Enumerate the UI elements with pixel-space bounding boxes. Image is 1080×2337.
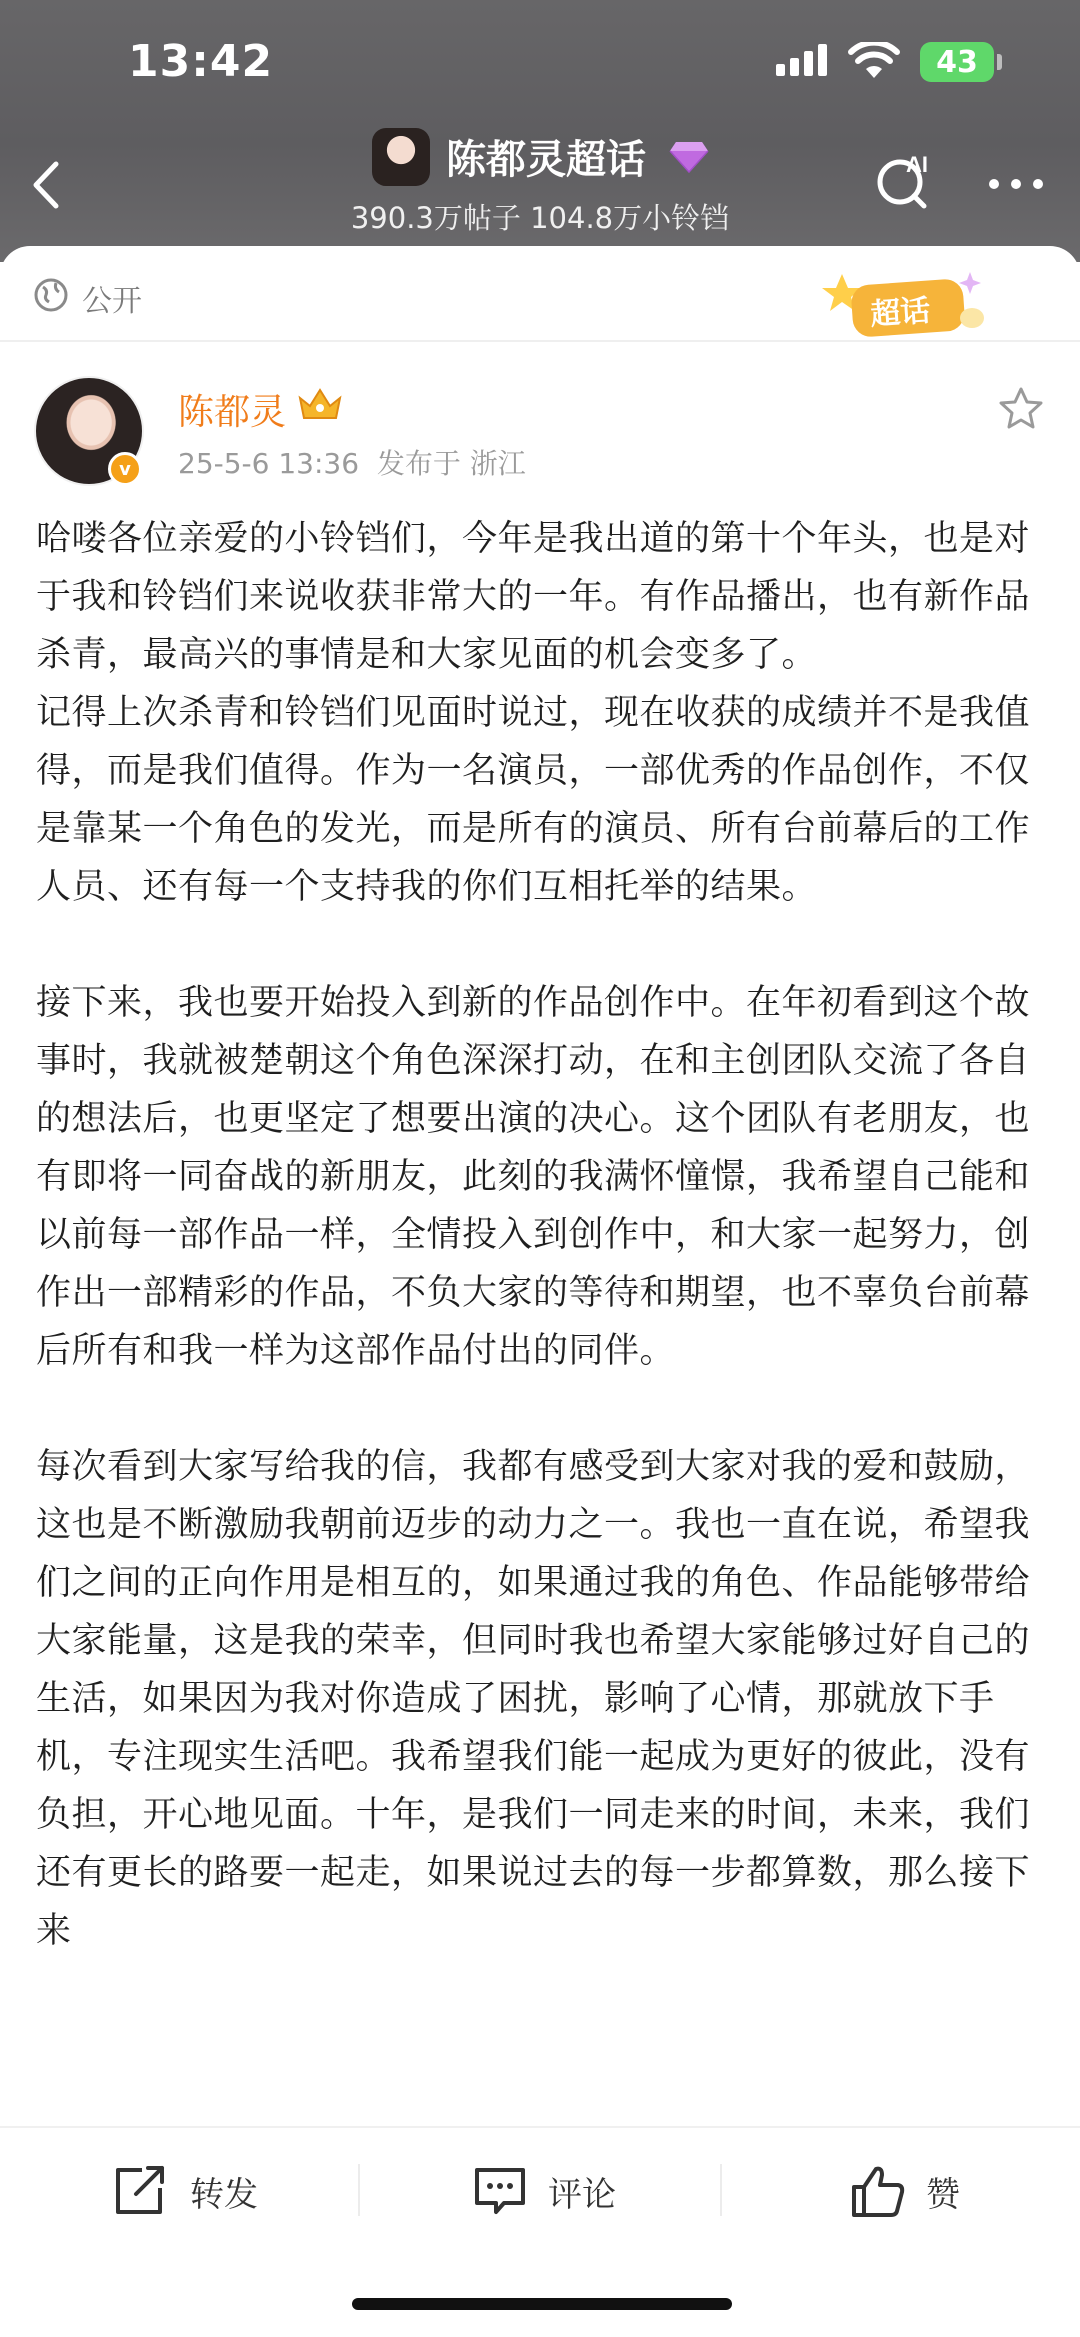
repost-icon (112, 2164, 170, 2218)
supertopic-stats: 390.3万帖子 104.8万小铃铛 (350, 201, 730, 235)
comment-button[interactable] (472, 2156, 616, 2226)
status-time: 13:42 (128, 36, 274, 87)
post-action-bar (0, 2126, 1080, 2256)
paragraph-gap (36, 916, 1046, 974)
verified-badge: v (108, 452, 142, 486)
visibility-row (0, 246, 1080, 342)
supertopic-title[interactable]: 陈都灵超话 (446, 137, 646, 183)
home-indicator[interactable] (352, 2298, 732, 2310)
post-meta (178, 442, 526, 482)
diamond-icon (668, 140, 710, 174)
battery-level: 43 (936, 44, 978, 80)
favorite-star-icon[interactable] (998, 386, 1044, 430)
visibility-label: 公开 (82, 284, 142, 319)
supertopic-avatar[interactable] (372, 128, 430, 186)
post-body (36, 510, 1046, 1960)
wifi-icon (848, 42, 900, 80)
post-date: 25-5-6 13:36 (178, 447, 360, 480)
more-options-icon[interactable] (988, 178, 1044, 190)
like-button[interactable] (850, 2156, 960, 2226)
repost-button[interactable] (112, 2156, 258, 2226)
action-divider (358, 2164, 360, 2216)
post-paragraph: 每次看到大家写给我的信，我都有感受到大家对我的爱和鼓励，这也是不断激励我朝前迈步的动力之一。我也一直在说，希望我们之间的正向作用是相互的，如果通过我的角色、作品能够带给大家能量，这是我的荣幸，但同时我也希望大家能够过好自己的生活，如果因为我对你造成了困扰，影响了心情，那就放下手机，专注现实生活吧。我希望我们能一起成为更好的彼此，没有负担，开心地见面。十年，是我们一同走来的时间，未来，我们还有更长的路要一起走，如果说过去的每一步都算数，那么接下来 (36, 1447, 1031, 1951)
supertopic-header (0, 0, 1080, 262)
post-card (0, 246, 1080, 2126)
author-name[interactable]: 陈都灵 (178, 392, 287, 433)
crown-icon (296, 386, 344, 422)
author-row (0, 376, 1080, 496)
paragraph-gap (36, 1380, 1046, 1438)
battery-cap (997, 54, 1002, 70)
supertopic-badge (822, 268, 992, 348)
battery-indicator (920, 42, 994, 82)
thumbs-up-icon (850, 2163, 906, 2219)
comment-label: 评论 (548, 2174, 616, 2215)
post-paragraph: 接下来，我也要开始投入到新的作品创作中。在年初看到这个故事时，我就被楚朝这个角色深深打动，在和主创团队交流了各自的想法后，也更坚定了想要出演的决心。这个团队有老朋友，也有即将一同奋战的新朋友，此刻的我满怀憧憬，我希望自己能和以前每一部作品一样，全情投入到创作中，和大家一起努力，创作出一部精彩的作品，不负大家的等待和期望，也不辜负台前幕后所有和我一样为这部作品付出的同伴。 (36, 983, 1031, 1371)
ai-search-icon[interactable] (876, 150, 938, 212)
post-paragraph: 哈喽各位亲爱的小铃铛们，今年是我出道的第十个年头，也是对于我和铃铛们来说收获非常大的一年。有作品播出，也有新作品杀青，最高兴的事情是和大家见面的机会变多了。 (36, 519, 1031, 675)
globe-icon (34, 278, 68, 312)
post-location: 发布于 浙江 (376, 447, 526, 480)
repost-label: 转发 (190, 2174, 258, 2215)
signal-icon (776, 44, 832, 78)
supertopic-badge-label: 超话 (869, 293, 932, 333)
status-bar (0, 0, 1080, 120)
post-paragraph: 记得上次杀青和铃铛们见面时说过，现在收获的成绩并不是我值得，而是我们值得。作为一名演员，一部优秀的作品创作，不仅是靠某一个角色的发光，而是所有的演员、所有台前幕后的工作人员、还有每一个支持我的你们互相托举的结果。 (36, 693, 1031, 907)
comment-icon (472, 2165, 528, 2217)
svg-text:AI: AI (906, 152, 928, 177)
action-divider (720, 2164, 722, 2216)
like-label: 赞 (926, 2174, 960, 2215)
